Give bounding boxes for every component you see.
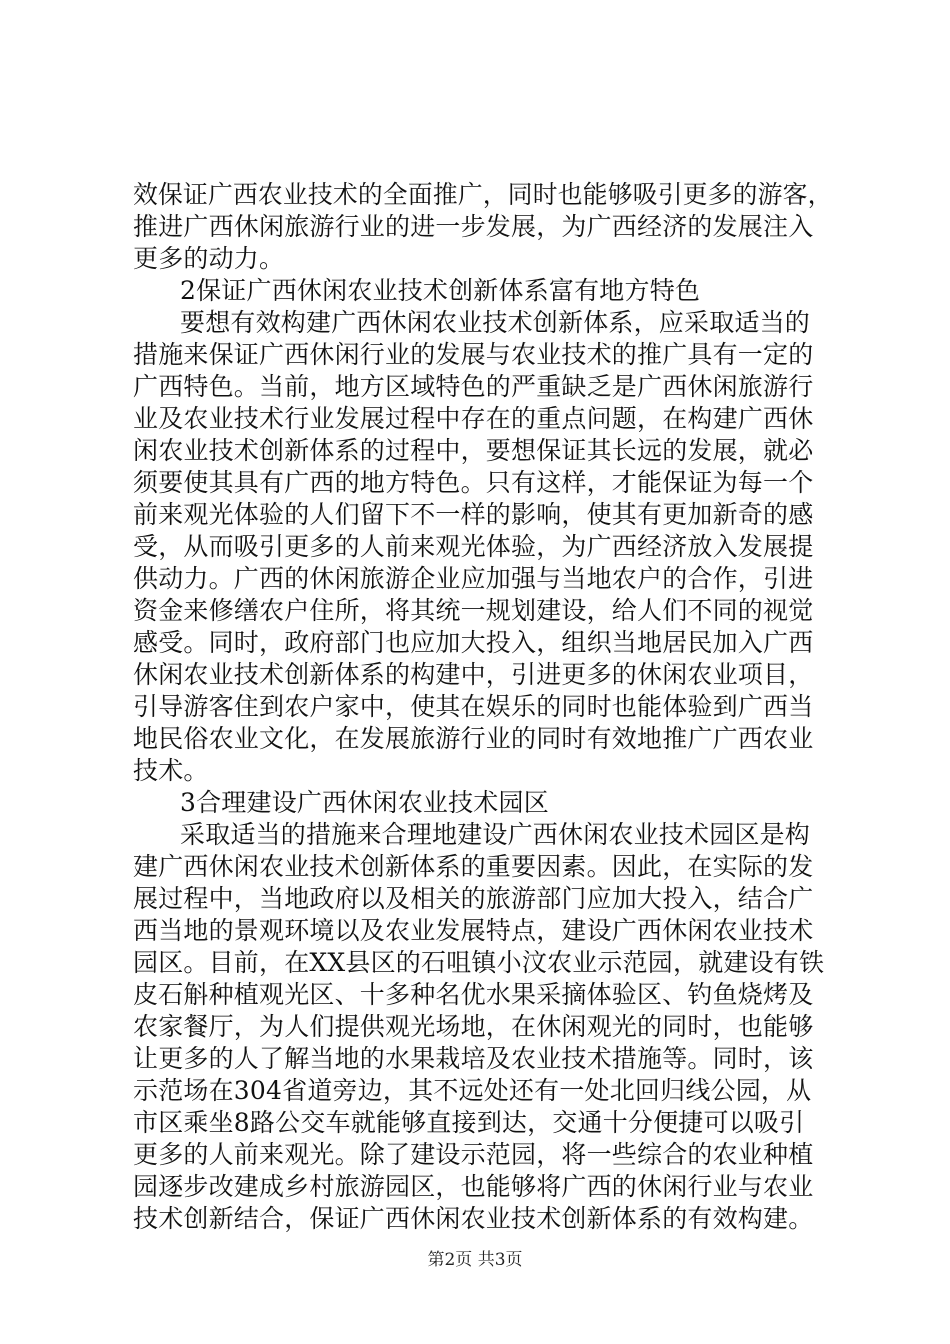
body-text-line: 须要使其具有广西的地方特色。只有这样，才能保证为每一个 — [133, 468, 814, 497]
body-text-line: 园逐步改建成乡村旅游园区，也能够将广西的休闲行业与农业 — [133, 1172, 814, 1201]
body-text-line: 展过程中，当地政府以及相关的旅游部门应加大投入，结合广 — [133, 884, 814, 913]
body-text-line: 广西特色。当前，地方区域特色的严重缺乏是广西休闲旅游行 — [133, 372, 814, 401]
body-text-line: 闲农业技术创新体系的过程中，要想保证其长远的发展，就必 — [133, 436, 814, 465]
body-text-line: 地民俗农业文化，在发展旅游行业的同时有效地推广广西农业 — [133, 724, 814, 753]
body-text-line: 示范场在304省道旁边，其不远处还有一处北回归线公园，从 — [133, 1076, 812, 1105]
body-text-line: 推进广西休闲旅游行业的进一步发展，为广西经济的发展注入 — [133, 212, 814, 241]
body-text-line: 建广西休闲农业技术创新体系的重要因素。因此，在实际的发 — [133, 852, 814, 881]
body-text-line: 前来观光体验的人们留下不一样的影响，使其有更加新奇的感 — [133, 500, 814, 529]
body-text-line: 供动力。广西的休闲旅游企业应加强与当地农户的合作，引进 — [133, 564, 814, 593]
body-text-line: 西当地的景观环境以及农业发展特点，建设广西休闲农业技术 — [133, 916, 814, 945]
body-text-line: 技术。 — [133, 756, 209, 785]
body-text-line: 受，从而吸引更多的人前来观光体验，为广西经济放入发展提 — [133, 532, 814, 561]
body-text-line: 要想有效构建广西休闲农业技术创新体系，应采取适当的 — [180, 308, 811, 337]
body-text-line: 农家餐厅，为人们提供观光场地，在休闲观光的同时，也能够 — [133, 1012, 814, 1041]
section-heading-2: 2保证广西休闲农业技术创新体系富有地方特色 — [180, 276, 701, 305]
body-text-line: 更多的人前来观光。除了建设示范园，将一些综合的农业种植 — [133, 1140, 814, 1169]
body-text-line: 业及农业技术行业发展过程中存在的重点问题，在构建广西休 — [133, 404, 814, 433]
body-text-line: 资金来修缮农户住所，将其统一规划建设，给人们不同的视觉 — [133, 596, 814, 625]
body-text-line: 引导游客住到农户家中，使其在娱乐的同时也能体验到广西当 — [133, 692, 814, 721]
body-text-line: 效保证广西农业技术的全面推广，同时也能够吸引更多的游客， — [133, 180, 833, 209]
body-text-line: 园区。目前，在XX县区的石咀镇小汶农业示范园，就建设有铁 — [133, 948, 825, 977]
body-text-line: 更多的动力。 — [133, 244, 285, 273]
page-number-footer: 第2页 共3页 — [427, 1250, 523, 1270]
body-text-line: 采取适当的措施来合理地建设广西休闲农业技术园区是构 — [180, 820, 811, 849]
body-text-line: 感受。同时，政府部门也应加大投入，组织当地居民加入广西 — [133, 628, 814, 657]
body-text-line: 措施来保证广西休闲行业的发展与农业技术的推广具有一定的 — [133, 340, 814, 369]
section-heading-3: 3合理建设广西休闲农业技术园区 — [180, 788, 549, 817]
body-text-line: 让更多的人了解当地的水果栽培及农业技术措施等。同时，该 — [133, 1044, 814, 1073]
body-text-line: 休闲农业技术创新体系的构建中，引进更多的休闲农业项目， — [133, 660, 814, 689]
body-text-line: 皮石斛种植观光区、十多种名优水果采摘体验区、钓鱼烧烤及 — [133, 980, 814, 1009]
body-text-line: 市区乘坐8路公交车就能够直接到达，交通十分便捷可以吸引 — [133, 1108, 805, 1137]
body-text-line: 技术创新结合，保证广西休闲农业技术创新体系的有效构建。 — [133, 1204, 814, 1233]
